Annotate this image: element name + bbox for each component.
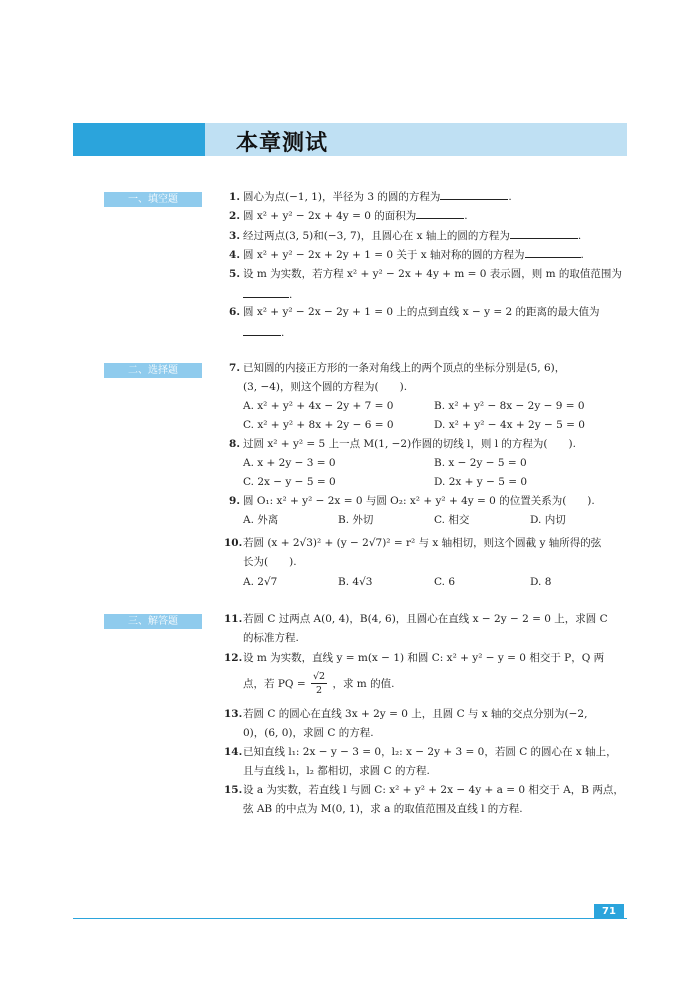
footer-rule [73,918,627,919]
question-7-line-2: (3, −4)，则这个圆的方程为( ). [243,381,408,393]
question-10-line-2: 长为( ). [243,556,297,568]
answer-blank [440,188,508,200]
chapter-title: 本章测试 [236,131,329,156]
question-9: 9. 圆 O₁: x² + y² − 2x = 0 与圆 O₂: x² + y² + 4y = 0 的位置关系为( ). [229,495,595,507]
q9-option-b: B. 外切 [338,514,374,526]
question-13-line-2: 0)，(6, 0)，求圆 C 的方程. [243,727,374,739]
q7-option-d: D. x² + y² − 4x + 2y − 5 = 0 [434,419,585,431]
question-11-line-2: 的标准方程. [243,632,299,644]
question-15: 15.设 a 为实数，若直线 l 与圆 C: x² + y² + 2x − 4y + a = 0 相交于 A，B 两点， [224,784,624,796]
question-12: 12.设 m 为实数，直线 y = m(x − 1) 和圆 C: x² + y² − y = 0 相交于 P，Q 两 [224,652,605,664]
question-14: 14.已知直线 l₁: 2x − y − 3 = 0，l₂: x − 2y + 3 = 0，若圆 C 的圆心在 x 轴上， [224,746,617,758]
section-tag-answer: 三、解答题 [104,614,202,629]
question-6-blank-line: . [243,323,284,343]
q10-option-b: B. 4√3 [338,576,373,588]
question-6: 6. 圆 x² + y² − 2x − 2y + 1 = 0 上的点到直线 x − y = 2 的距离的最大值为 [229,306,600,318]
fraction: $\frac{√2}{2}$ [313,671,326,696]
q10-option-a: A. 2√7 [243,576,278,588]
q8-option-c: C. 2x − y − 5 = 0 [243,476,336,488]
question-11: 11.若圆 C 过两点 A(0, 4)，B(4, 6)，且圆心在直线 x − 2y − 2 = 0 上，求圆 C [224,613,608,625]
section-tag-fill: 一、填空题 [104,192,202,207]
question-5-blank-line: . [243,285,292,305]
q8-option-d: D. 2x + y − 5 = 0 [434,476,528,488]
q7-option-b: B. x² + y² − 8x − 2y − 9 = 0 [434,400,585,412]
q10-option-c: C. 6 [434,576,456,588]
q7-option-a: A. x² + y² + 4x − 2y + 7 = 0 [243,400,394,412]
answer-blank [243,324,281,336]
answer-blank [525,246,581,258]
q7-option-c: C. x² + y² + 8x + 2y − 6 = 0 [243,419,394,431]
answer-blank [510,227,578,239]
question-15-line-2: 弦 AB 的中点为 M(0, 1)，求 a 的取值范围及直线 l 的方程. [243,803,523,815]
question-14-line-2: 且与直线 l₁，l₂ 都相切，求圆 C 的方程. [243,765,430,777]
question-2: 2. 圆 x² + y² − 2x + 4y = 0 的面积为 . [224,206,634,226]
page-number: 71 [594,904,624,919]
section-tag-choice: 二、选择题 [104,363,202,378]
q9-option-c: C. 相交 [434,514,470,526]
question-3: 3. 经过两点(3, 5)和(−3, 7)，且圆心在 x 轴上的圆的方程为 . [224,226,634,246]
question-12-line-2: 点，若 PQ = $\frac{√2}{2}$ ，求 m 的值. [243,671,395,696]
q9-option-d: D. 内切 [530,514,566,526]
chapter-banner [73,123,627,156]
question-5: 5. 设 m 为实数，若方程 x² + y² − 2x + 4y + m = 0 表示圆，则 m 的取值范围为 [229,268,622,280]
answer-blank [243,286,289,298]
q8-option-b: B. x − 2y − 5 = 0 [434,457,527,469]
banner-accent [73,123,205,156]
question-1: 1. 圆心为点(−1, 1)，半径为 3 的圆的方程为 . [224,187,634,207]
question-8: 8. 过圆 x² + y² = 5 上一点 M(1, −2)作圆的切线 l，则 l 的方程为( ). [229,438,576,450]
question-13: 13.若圆 C 的圆心在直线 3x + 2y = 0 上，且圆 C 与 x 轴的交点分别为(−2, [224,708,588,720]
q9-option-a: A. 外离 [243,514,279,526]
question-10: 10.若圆 (x + 2√3)² + (y − 2√7)² = r² 与 x 轴相切，则这个圆截 y 轴所得的弦 [224,537,602,549]
q8-option-a: A. x + 2y − 3 = 0 [243,457,336,469]
question-7: 7. 已知圆的内接正方形的一条对角线上的两个顶点的坐标分别是(5, 6)， [229,362,566,374]
answer-blank [416,207,464,219]
question-4: 4. 圆 x² + y² − 2x + 2y + 1 = 0 关于 x 轴对称的圆的方程为 . [224,245,634,265]
q10-option-d: D. 8 [530,576,552,588]
